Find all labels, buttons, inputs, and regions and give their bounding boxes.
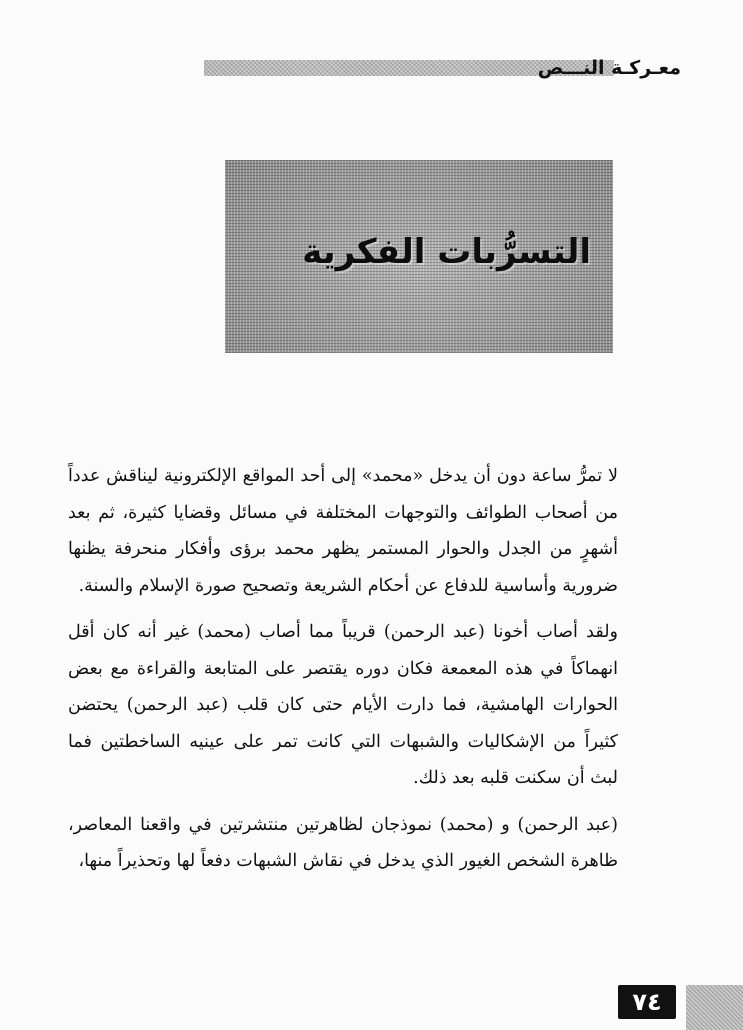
body-text — [68, 458, 618, 890]
paragraph-2: ولقد أصاب أخونا (عبد الرحمن) قريباً مما أصاب (محمد) غير أنه كان أقل انهماكاً في هذه المعمعة فكان دوره يقتصر على المتابعة والقراءة مع بعض الحوارات الهامشية، فما دارت الأيام حتى كان قلب (عبد الرحمن) يحتضن كثيراً من الإشكاليات والشبهات التي كانت تمر على عينيه الساخطتين فما لبث أن سكنت قلبه بعد ذلك. — [68, 622, 618, 788]
page-number-box — [618, 985, 676, 1019]
corner-pattern — [686, 985, 743, 1030]
page-number: ٧٤ — [632, 988, 662, 1016]
chapter-title: التسرُّبات الفكرية — [302, 232, 591, 272]
running-header-title: معـركـة النـــص — [537, 57, 681, 79]
paragraph-1: لا تمرُّ ساعة دون أن يدخل «محمد» إلى أحد المواقع الإلكترونية ليناقش عدداً من أصحاب الطوائف والتوجهات المختلفة في مسائل وقضايا كثيرة، ثم بعد أشهرٍ من الجدل والحوار المستمر يظهر محمد برؤى وأفكار منحرفة يظنها ضرورية وأساسية للدفاع عن أحكام الشريعة وتصحيح صورة الإسلام والسنة. — [68, 466, 618, 596]
chapter-title-block — [225, 160, 613, 353]
paragraph-3: (عبد الرحمن) و (محمد) نموذجان لظاهرتين منتشرتين في واقعنا المعاصر، ظاهرة الشخص الغيور الذي يدخل في نقاش الشبهات دفعاً لها وتحذيراً منها، — [68, 814, 618, 871]
